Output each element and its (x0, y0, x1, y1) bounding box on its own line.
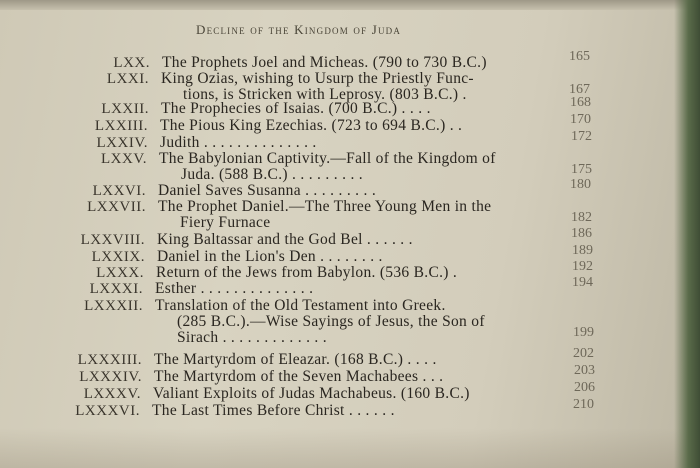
chapter-title-line: Juda. (588 B.C.) . . . . . . . . . (181, 166, 363, 183)
chapter-title-line: Judith . . . . . . . . . . . . . . (160, 134, 317, 151)
chapter-numeral: LXXVII. (87, 199, 146, 215)
chapter-title (158, 183, 376, 199)
page-number: 206 (574, 380, 595, 395)
chapter-title (153, 386, 470, 402)
chapter-title (161, 101, 431, 117)
chapter-title-line: tions, is Stricken with Leprosy. (803 B.C.) . (183, 86, 467, 103)
page-number: 167 (569, 81, 590, 97)
section-title: Decline of the Kingdom of Juda (196, 22, 402, 37)
page-number: 165 (569, 49, 590, 64)
chapter-title (155, 281, 313, 297)
chapter-numeral: LXXII. (101, 101, 149, 117)
chapter-numeral: LXXXI. (89, 281, 143, 297)
page-number: 210 (573, 397, 594, 412)
page-number: 182 (571, 209, 592, 225)
chapter-title (160, 135, 317, 151)
chapter-title (154, 369, 443, 385)
chapter-title (156, 265, 457, 281)
chapter-title-line: (285 B.C.).—Wise Sayings of Jesus, the Son of (177, 313, 485, 330)
chapter-title-line: Fiery Furnace (180, 214, 271, 231)
chapter-numeral: LXXXIV. (79, 369, 142, 385)
chapter-title (160, 118, 462, 134)
page-number: 189 (572, 243, 593, 258)
previous-line-edge (0, 0, 700, 10)
chapter-title (157, 249, 383, 265)
chapter-title-line: The Prophets Joel and Micheas. (790 to 730 B.C.) (162, 54, 487, 71)
chapter-title-line: Esther . . . . . . . . . . . . . . (155, 280, 314, 297)
chapter-title-line: Daniel Saves Susanna . . . . . . . . . (158, 182, 377, 199)
chapter-title-line: The Martyrdom of Eleazar. (168 B.C.) . . . . (154, 351, 437, 368)
chapter-title (155, 298, 485, 346)
chapter-title (159, 151, 496, 183)
page-number: 202 (573, 346, 594, 361)
chapter-numeral: LXX. (113, 55, 150, 71)
page-number: 192 (572, 259, 593, 274)
chapter-title-line: King Ozias, wishing to Usurp the Priestly Func- (161, 70, 474, 87)
chapter-title (162, 55, 487, 71)
chapter-numeral: LXXIII. (94, 118, 148, 134)
chapter-numeral: LXXIX. (91, 249, 145, 265)
chapter-numeral: LXXVIII. (80, 232, 145, 248)
page-number: 172 (571, 129, 592, 144)
chapter-title-line: The Babylonian Captivity.—Fall of the Kingdom of (159, 150, 496, 167)
chapter-title (154, 352, 437, 368)
chapter-numeral: LXXXIII. (77, 352, 142, 368)
chapter-numeral: LXXV. (101, 151, 147, 167)
chapter-numeral: LXXXV. (83, 386, 141, 402)
chapter-numeral: LXXXVI. (75, 403, 140, 419)
page-number: 186 (571, 226, 592, 241)
chapter-title-line: The Last Times Before Christ . . . . . . (152, 402, 395, 419)
page-number: 194 (572, 275, 593, 290)
chapter-title-line: Valiant Exploits of Judas Machabeus. (160 B.C.) (153, 385, 470, 402)
chapter-numeral: LXXX. (96, 265, 144, 281)
chapter-title-line: King Baltassar and the God Bel . . . . . . (157, 231, 413, 248)
chapter-title-line: The Prophecies of Isaias. (700 B.C.) . . . . (161, 100, 431, 117)
chapter-numeral: LXXVI. (92, 183, 146, 199)
background-edge (674, 0, 700, 468)
chapter-title-line: The Martyrdom of the Seven Machabees . . . (154, 368, 444, 385)
chapter-title-line: Translation of the Old Testament into Greek. (155, 297, 446, 314)
chapter-title-line: The Prophet Daniel.—The Three Young Men in the (158, 198, 492, 215)
chapter-title (158, 199, 491, 231)
chapter-title (157, 232, 413, 248)
chapter-title (152, 403, 395, 419)
chapter-numeral: LXXI. (106, 71, 149, 87)
page-number: 203 (574, 363, 595, 378)
chapter-title-line: Return of the Jews from Babylon. (536 B.C.) . (156, 264, 458, 281)
chapter-title (161, 71, 474, 103)
page-number: 170 (570, 112, 591, 127)
page-shadow (0, 428, 700, 468)
page-number: 180 (570, 177, 591, 192)
chapter-title-line: Sirach . . . . . . . . . . . . . (177, 329, 327, 346)
chapter-numeral: LXXIV. (96, 135, 148, 151)
page-number: 199 (573, 325, 594, 340)
chapter-title-line: Daniel in the Lion's Den . . . . . . . . (157, 248, 383, 265)
page-number: 175 (571, 161, 592, 177)
chapter-title-line: The Pious King Ezechias. (723 to 694 B.C.) . . (160, 117, 463, 134)
chapter-numeral: LXXXII. (84, 298, 143, 314)
page-number: 168 (570, 95, 591, 110)
